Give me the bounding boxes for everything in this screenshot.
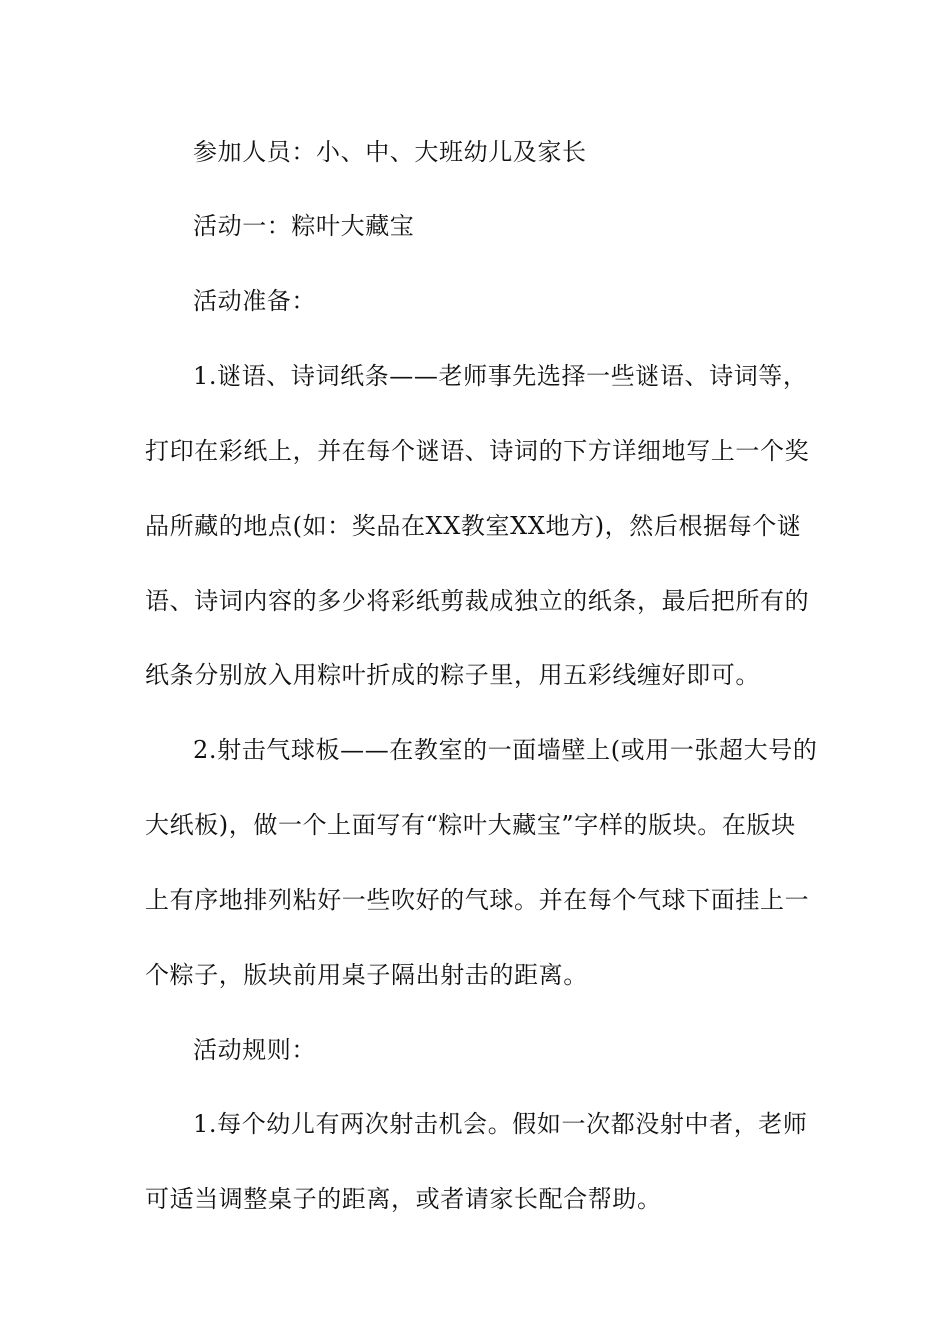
preparation-heading: 活动准备： (193, 287, 316, 315)
rules-heading: 活动规则： (193, 1036, 316, 1064)
participants-line: 参加人员：小、中、大班幼儿及家长 (193, 138, 587, 166)
paragraph-line: 纸条分别放入用粽叶折成的粽子里，用五彩线缠好即可。 (145, 661, 760, 689)
paragraph-line: 个粽子，版块前用桌子隔出射击的距离。 (145, 961, 588, 989)
paragraph-line: 可适当调整桌子的距离，或者请家长配合帮助。 (145, 1185, 662, 1213)
paragraph-line: 1.每个幼儿有两次射击机会。假如一次都没射中者，老师 (193, 1110, 808, 1138)
paragraph-line: 品所藏的地点(如：奖品在XX教室XX地方)，然后根据每个谜 (145, 512, 802, 540)
paragraph-line: 2.射击气球板——在教室的一面墙壁上(或用一张超大号的 (193, 736, 818, 764)
paragraph-line: 打印在彩纸上，并在每个谜语、诗词的下方详细地写上一个奖 (145, 437, 810, 465)
activity-one-title: 活动一：粽叶大藏宝 (193, 212, 415, 240)
paragraph-line: 上有序地排列粘好一些吹好的气球。并在每个气球下面挂上一 (145, 886, 810, 914)
paragraph-line: 语、诗词内容的多少将彩纸剪裁成独立的纸条，最后把所有的 (145, 587, 810, 615)
paragraph-line: 1.谜语、诗词纸条——老师事先选择一些谜语、诗词等， (193, 362, 808, 390)
paragraph-line: 大纸板)，做一个上面写有“粽叶大藏宝”字样的版块。在版块 (145, 811, 796, 839)
